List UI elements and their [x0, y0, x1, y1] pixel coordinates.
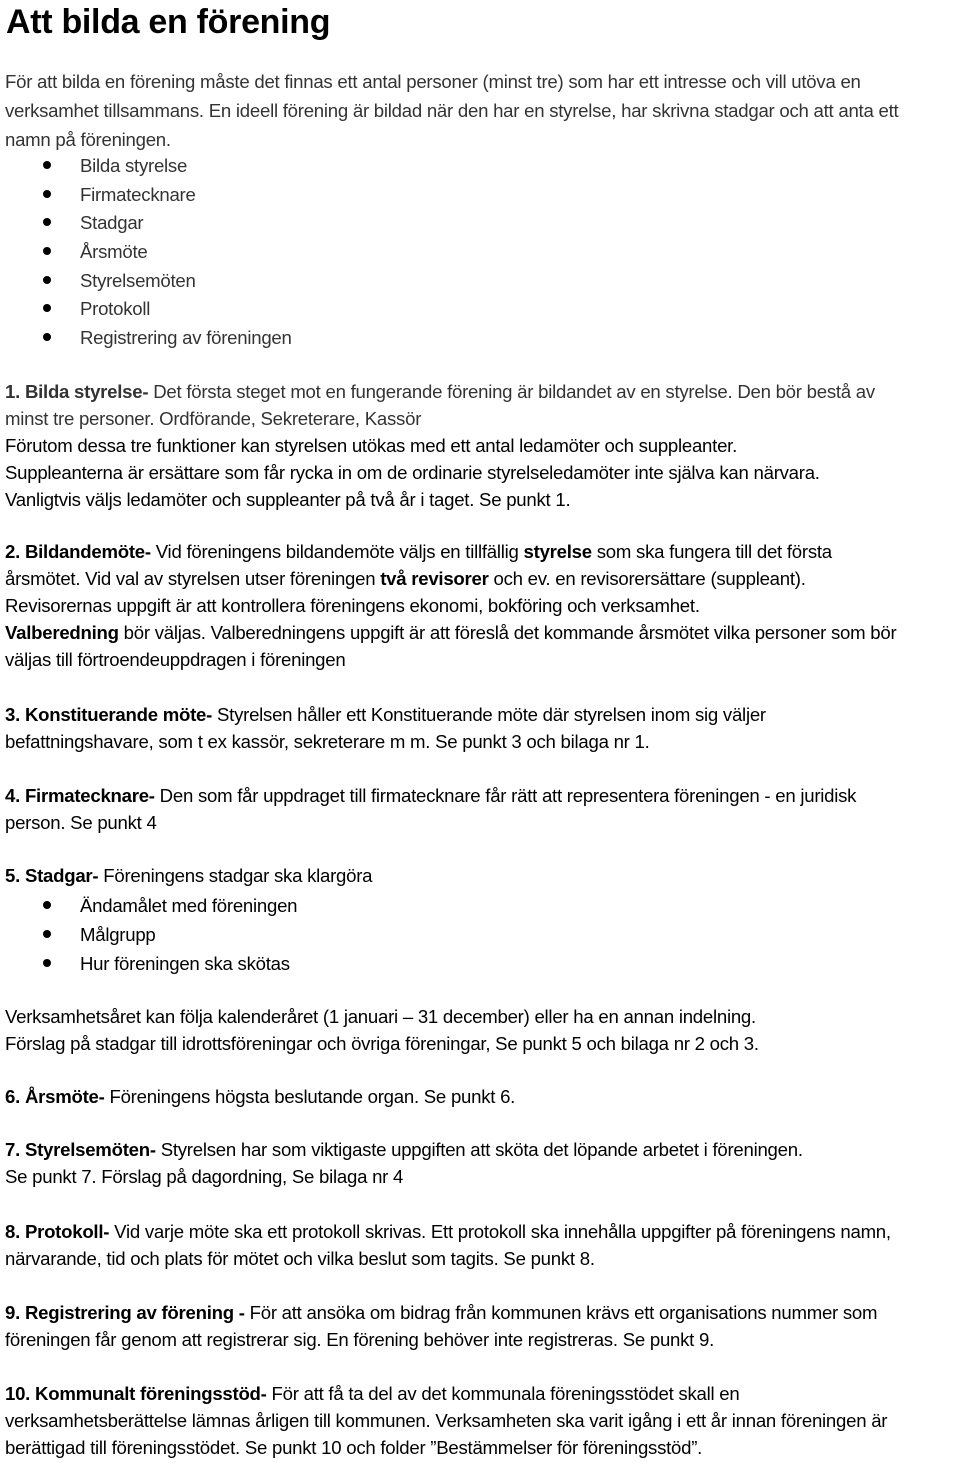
section-heading: Firmatecknare- — [24, 785, 155, 806]
list-item: Registrering av föreningen — [0, 323, 960, 352]
section-line: 1. Bilda styrelse- Det första steget mot en fungerande förening är bildandet av en styrelse. Den bör bestå av — [5, 381, 875, 402]
section-heading: Registrering av förening - — [24, 1302, 245, 1323]
bullet-icon — [43, 333, 51, 341]
bullet-icon — [43, 276, 51, 284]
section-line: 4. Firmatecknare- Den som får uppdraget till firmatecknare får rätt att representera föreningen - en juridisk — [5, 785, 857, 806]
section-line: Valberedning bör väljas. Valberedningens uppgift är att föreslå det kommande årsmötet vilka personer som bör — [5, 622, 897, 643]
intro-line: namn på föreningen. — [5, 129, 171, 150]
bullet-icon — [43, 930, 51, 938]
section-heading: Konstituerande möte- — [24, 704, 213, 725]
section-line: befattningshavare, som t ex kassör, sekreterare m m. Se punkt 3 och bilaga nr 1. — [5, 731, 650, 752]
section-line: 2. Bildandemöte- Vid föreningens bildandemöte väljs en tillfällig styrelse som ska fungera till det första — [5, 541, 832, 562]
list-item: Målgrupp — [0, 920, 960, 949]
section-line: Se punkt 7. Förslag på dagordning, Se bilaga nr 4 — [5, 1166, 404, 1187]
section-number: 8. — [5, 1221, 21, 1242]
section-line: 8. Protokoll- Vid varje möte ska ett protokoll skrivas. Ett protokoll ska innehålla uppgifter på föreningens namn, — [5, 1221, 891, 1242]
bullet-icon — [43, 218, 51, 226]
section-number: 1. — [5, 381, 21, 402]
section-number: 9. — [5, 1302, 21, 1323]
section-line: 10. Kommunalt föreningsstöd- För att få ta del av det kommunala föreningsstödet skall en — [5, 1383, 740, 1404]
bullet-icon — [43, 190, 51, 198]
section-line: 7. Styrelsemöten- Styrelsen har som viktigaste uppgiften att sköta det löpande arbetet i föreningen. — [5, 1139, 803, 1160]
section-line: 6. Årsmöte- Föreningens högsta beslutande organ. Se punkt 6. — [5, 1086, 516, 1107]
section-heading: Stadgar- — [24, 865, 99, 886]
bullet-icon — [43, 304, 51, 312]
section-line: verksamhetsberättelse lämnas årligen till kommunen. Verksamheten ska varit igång i ett år innan föreningen är — [5, 1410, 888, 1431]
section-line: person. Se punkt 4 — [5, 812, 157, 833]
list-item: Stadgar — [0, 208, 960, 237]
section-line: väljas till förtroendeuppdragen i föreningen — [5, 649, 346, 670]
section-heading: Bildandemöte- — [24, 541, 151, 562]
list-item: Protokoll — [0, 294, 960, 323]
list-item: Styrelsemöten — [0, 266, 960, 295]
section-line: Förutom dessa tre funktioner kan styrelsen utökas med ett antal ledamöter och suppleanter. — [5, 435, 737, 456]
section-line: Förslag på stadgar till idrottsföreningar och övriga föreningar, Se punkt 5 och bilaga nr 2 och 3. — [5, 1033, 759, 1054]
section-heading: Protokoll- — [24, 1221, 110, 1242]
section-line: 9. Registrering av förening - För att ansöka om bidrag från kommunen krävs ett organisations nummer som — [5, 1302, 878, 1323]
section-number: 2. — [5, 541, 21, 562]
section-line: Verksamhetsåret kan följa kalenderåret (1 januari – 31 december) eller ha en annan indelning. — [5, 1006, 756, 1027]
intro-line: För att bilda en förening måste det finnas ett antal personer (minst tre) som har ett intresse och vill utöva en — [5, 71, 861, 92]
section-line: 3. Konstituerande möte- Styrelsen håller ett Konstituerande möte där styrelsen inom sig väljer — [5, 704, 766, 725]
section-line: 5. Stadgar- Föreningens stadgar ska klargöra — [5, 865, 373, 886]
section-line: närvarande, tid och plats för mötet och vilka beslut som tagits. Se punkt 8. — [5, 1248, 595, 1269]
section-number: 6. — [5, 1086, 21, 1107]
section-line: minst tre personer. Ordförande, Sekreterare, Kassör — [5, 408, 422, 429]
list-item: Årsmöte — [0, 237, 960, 266]
section-number: 4. — [5, 785, 21, 806]
section-heading: Bilda styrelse- — [24, 381, 149, 402]
section-number: 5. — [5, 865, 21, 886]
list-item: Ändamålet med föreningen — [0, 891, 960, 920]
section-heading: Kommunalt föreningsstöd- — [35, 1383, 267, 1404]
bullet-icon — [43, 901, 51, 909]
section-heading: Styrelsemöten- — [24, 1139, 156, 1160]
bullet-icon — [43, 161, 51, 169]
section-line: föreningen får genom att registrerar sig. En förening behöver inte registreras. Se punkt 9. — [5, 1329, 715, 1350]
bullet-icon — [43, 959, 51, 967]
list-item: Bilda styrelse — [0, 151, 960, 180]
section-line: Vanligtvis väljs ledamöter och suppleanter på två år i taget. Se punkt 1. — [5, 489, 571, 510]
section-line: Suppleanterna är ersättare som får rycka in om de ordinarie styrelseledamöter inte själva kan närvara. — [5, 462, 820, 483]
section-heading: Årsmöte- — [24, 1086, 105, 1107]
section-line: Revisorernas uppgift är att kontrollera föreningens ekonomi, bokföring och verksamhet. — [5, 595, 700, 616]
list-item: Hur föreningen ska skötas — [0, 949, 960, 978]
section-line: årsmötet. Vid val av styrelsen utser föreningen två revisorer och ev. en revisorersättare (suppleant). — [5, 568, 806, 589]
bullet-icon — [43, 247, 51, 255]
section-number: 3. — [5, 704, 21, 725]
list-item: Firmatecknare — [0, 180, 960, 209]
section-line: berättigad till föreningsstödet. Se punkt 10 och folder ”Bestämmelser för föreningsstöd”. — [5, 1437, 703, 1458]
intro-line: verksamhet tillsammans. En ideell förening är bildad när den har en styrelse, har skrivna stadgar och att anta ett — [5, 100, 899, 121]
section-number: 7. — [5, 1139, 21, 1160]
page-title: Att bilda en förening — [6, 3, 331, 41]
section-number: 10. — [5, 1383, 31, 1404]
